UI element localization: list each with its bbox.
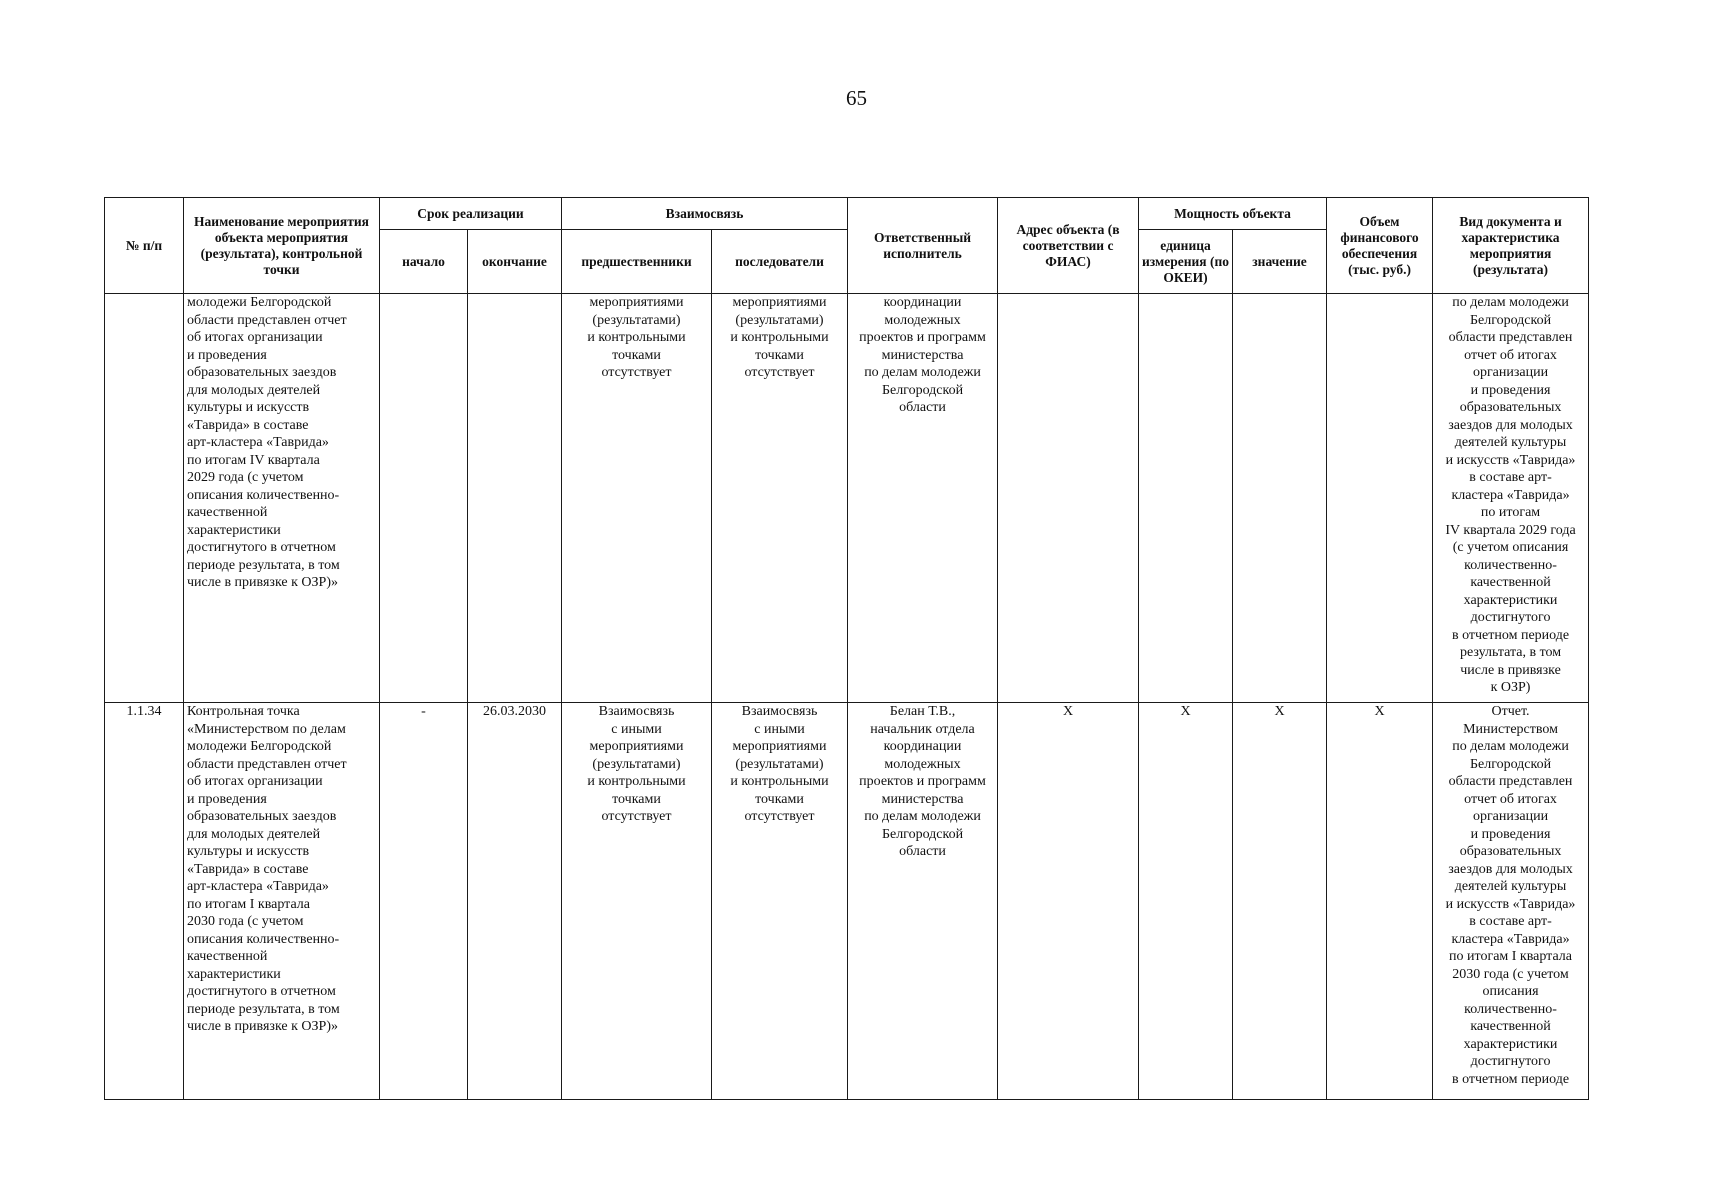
- header-executor: Ответственный исполнитель: [848, 198, 998, 294]
- cell-start: [380, 294, 468, 703]
- cell-address: X: [998, 703, 1139, 1100]
- cell-prev: мероприятиями (результатами) и контрольными точками отсутствует: [562, 294, 712, 703]
- cell-doc: Отчет. Министерством по делам молодежи Белгородской области представлен отчет об итогах организации и проведения образовательных заездов для молодых деятелей культуры и искусств «Таврида» в составе арт- кластера «Таврида» по итогам I квартала 2030 года (с учетом описания количественно- качественной характеристики достигнутого в отчетном периоде: [1433, 703, 1589, 1100]
- header-funding: Объем финансового обеспечения (тыс. руб.): [1327, 198, 1433, 294]
- header-period-start: начало: [380, 230, 468, 294]
- cell-funding: [1327, 294, 1433, 703]
- table-row: [105, 703, 1589, 1100]
- header-capacity: Мощность объекта: [1139, 198, 1327, 230]
- cell-num: 1.1.34: [105, 703, 184, 1100]
- cell-start: -: [380, 703, 468, 1100]
- cell-name: молодежи Белгородской области представлен отчет об итогах организации и проведения образовательных заездов для молодых деятелей культуры и искусств «Таврида» в составе арт-кластера «Таврида» по итогам IV квартала 2029 года (с учетом описания количественно- качественной характеристики достигнутого в отчетном периоде результата, в том числе в привязке к ОЗР)»: [184, 294, 380, 703]
- activities-table: [104, 197, 1589, 1100]
- cell-name: Контрольная точка «Министерством по делам молодежи Белгородской области представлен отчет об итогах организации и проведения образовательных заездов для молодых деятелей культуры и искусств «Таврида» в составе арт-кластера «Таврида» по итогам I квартала 2030 года (с учетом описания количественно- качественной характеристики достигнутого в отчетном периоде результата, в том числе в привязке к ОЗР)»: [184, 703, 380, 1100]
- cell-address: [998, 294, 1139, 703]
- header-capacity-unit: единица измерения (по ОКЕИ): [1139, 230, 1233, 294]
- cell-end: [468, 294, 562, 703]
- cell-unit: [1139, 294, 1233, 703]
- cell-end: 26.03.2030: [468, 703, 562, 1100]
- cell-next: Взаимосвязь с иными мероприятиями (результатами) и контрольными точками отсутствует: [712, 703, 848, 1100]
- header-relation-next: последователи: [712, 230, 848, 294]
- cell-executor: координации молодежных проектов и программ министерства по делам молодежи Белгородской области: [848, 294, 998, 703]
- header-period-end: окончание: [468, 230, 562, 294]
- cell-doc: по делам молодежи Белгородской области представлен отчет об итогах организации и проведения образовательных заездов для молодых деятелей культуры и искусств «Таврида» в составе арт- кластера «Таврида» по итогам IV квартала 2029 года (с учетом описания количественно- качественной характеристики достигнутого в отчетном периоде результата, в том числе в привязке к ОЗР): [1433, 294, 1589, 703]
- cell-next: мероприятиями (результатами) и контрольными точками отсутствует: [712, 294, 848, 703]
- cell-funding: X: [1327, 703, 1433, 1100]
- cell-value: [1233, 294, 1327, 703]
- cell-prev: Взаимосвязь с иными мероприятиями (результатами) и контрольными точками отсутствует: [562, 703, 712, 1100]
- header-relation-prev: предшественники: [562, 230, 712, 294]
- cell-executor: Белан Т.В., начальник отдела координации молодежных проектов и программ министерства по делам молодежи Белгородской области: [848, 703, 998, 1100]
- cell-value: X: [1233, 703, 1327, 1100]
- table-header: [105, 198, 1589, 294]
- header-period: Срок реализации: [380, 198, 562, 230]
- header-relation: Взаимосвязь: [562, 198, 848, 230]
- table-row: [105, 294, 1589, 703]
- cell-num: [105, 294, 184, 703]
- cell-unit: X: [1139, 703, 1233, 1100]
- header-name: Наименование мероприятия объекта мероприятия (результата), контрольной точки: [184, 198, 380, 294]
- header-num: № п/п: [105, 198, 184, 294]
- header-capacity-value: значение: [1233, 230, 1327, 294]
- header-address: Адрес объекта (в соответствии с ФИАС): [998, 198, 1139, 294]
- page-number: 65: [846, 86, 867, 110]
- header-doc-type: Вид документа и характеристика мероприятия (результата): [1433, 198, 1589, 294]
